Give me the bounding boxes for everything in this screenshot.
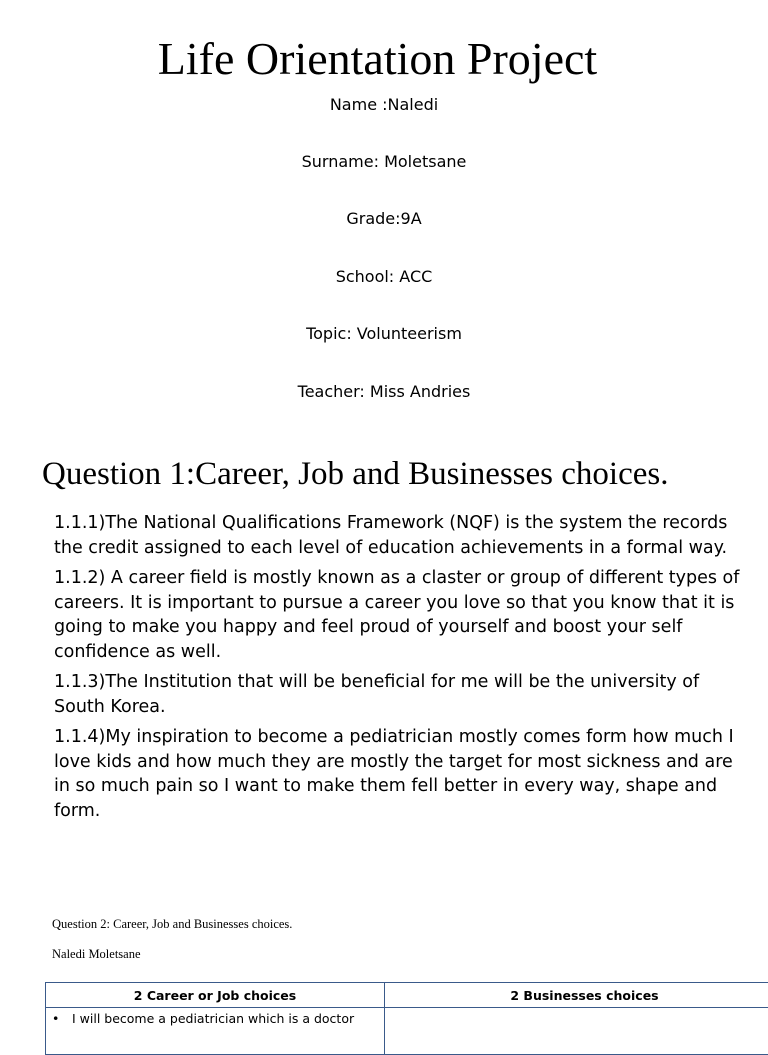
career-choice-cell	[46, 1008, 385, 1055]
question-2-heading: Question 2: Career, Job and Businesses choices.	[52, 916, 292, 932]
business-choices-header: 2 Businesses choices	[385, 983, 768, 1008]
author-name: Naledi Moletsane	[52, 946, 141, 962]
name-line: Name :Naledi	[0, 95, 768, 115]
answer-1-1-2: 1.1.2) A career field is mostly known as a claster or group of different types of careers. It is important to pursue a career you love so that you know that it is going to make you happy and feel proud of yourself and boost your self confidence as well.	[54, 566, 754, 664]
career-choice-text: I will become a pediatrician which is a doctor	[72, 1011, 354, 1026]
teacher-line: Teacher: Miss Andries	[0, 382, 768, 402]
business-choice-cell	[385, 1008, 768, 1055]
surname-line: Surname: Moletsane	[0, 152, 768, 172]
career-choices-header: 2 Career or Job choices	[46, 983, 385, 1008]
answer-1-1-3: 1.1.3)The Institution that will be beneficial for me will be the university of South Korea.	[54, 670, 754, 719]
question-1-heading: Question 1:Career, Job and Businesses choices.	[42, 452, 762, 496]
answer-1-1-1: 1.1.1)The National Qualifications Framework (NQF) is the system the records the credit assigned to each level of education achievements in a formal way.	[54, 511, 754, 560]
grade-line: Grade:9A	[0, 209, 768, 229]
answer-1-1-4: 1.1.4)My inspiration to become a pediatrician mostly comes form how much I love kids and how much they are mostly the target for most sickness and are in so much pain so I want to make them fell better in every way, shape and form.	[54, 725, 754, 823]
school-line: School: ACC	[0, 267, 768, 287]
topic-line: Topic: Volunteerism	[0, 324, 768, 344]
question-1-answers	[54, 511, 754, 829]
bullet-icon: •	[52, 1011, 72, 1026]
page-title: Life Orientation Project	[0, 30, 755, 88]
table-header-row	[46, 983, 768, 1008]
choices-table	[45, 982, 768, 1055]
table-row	[46, 1008, 768, 1055]
